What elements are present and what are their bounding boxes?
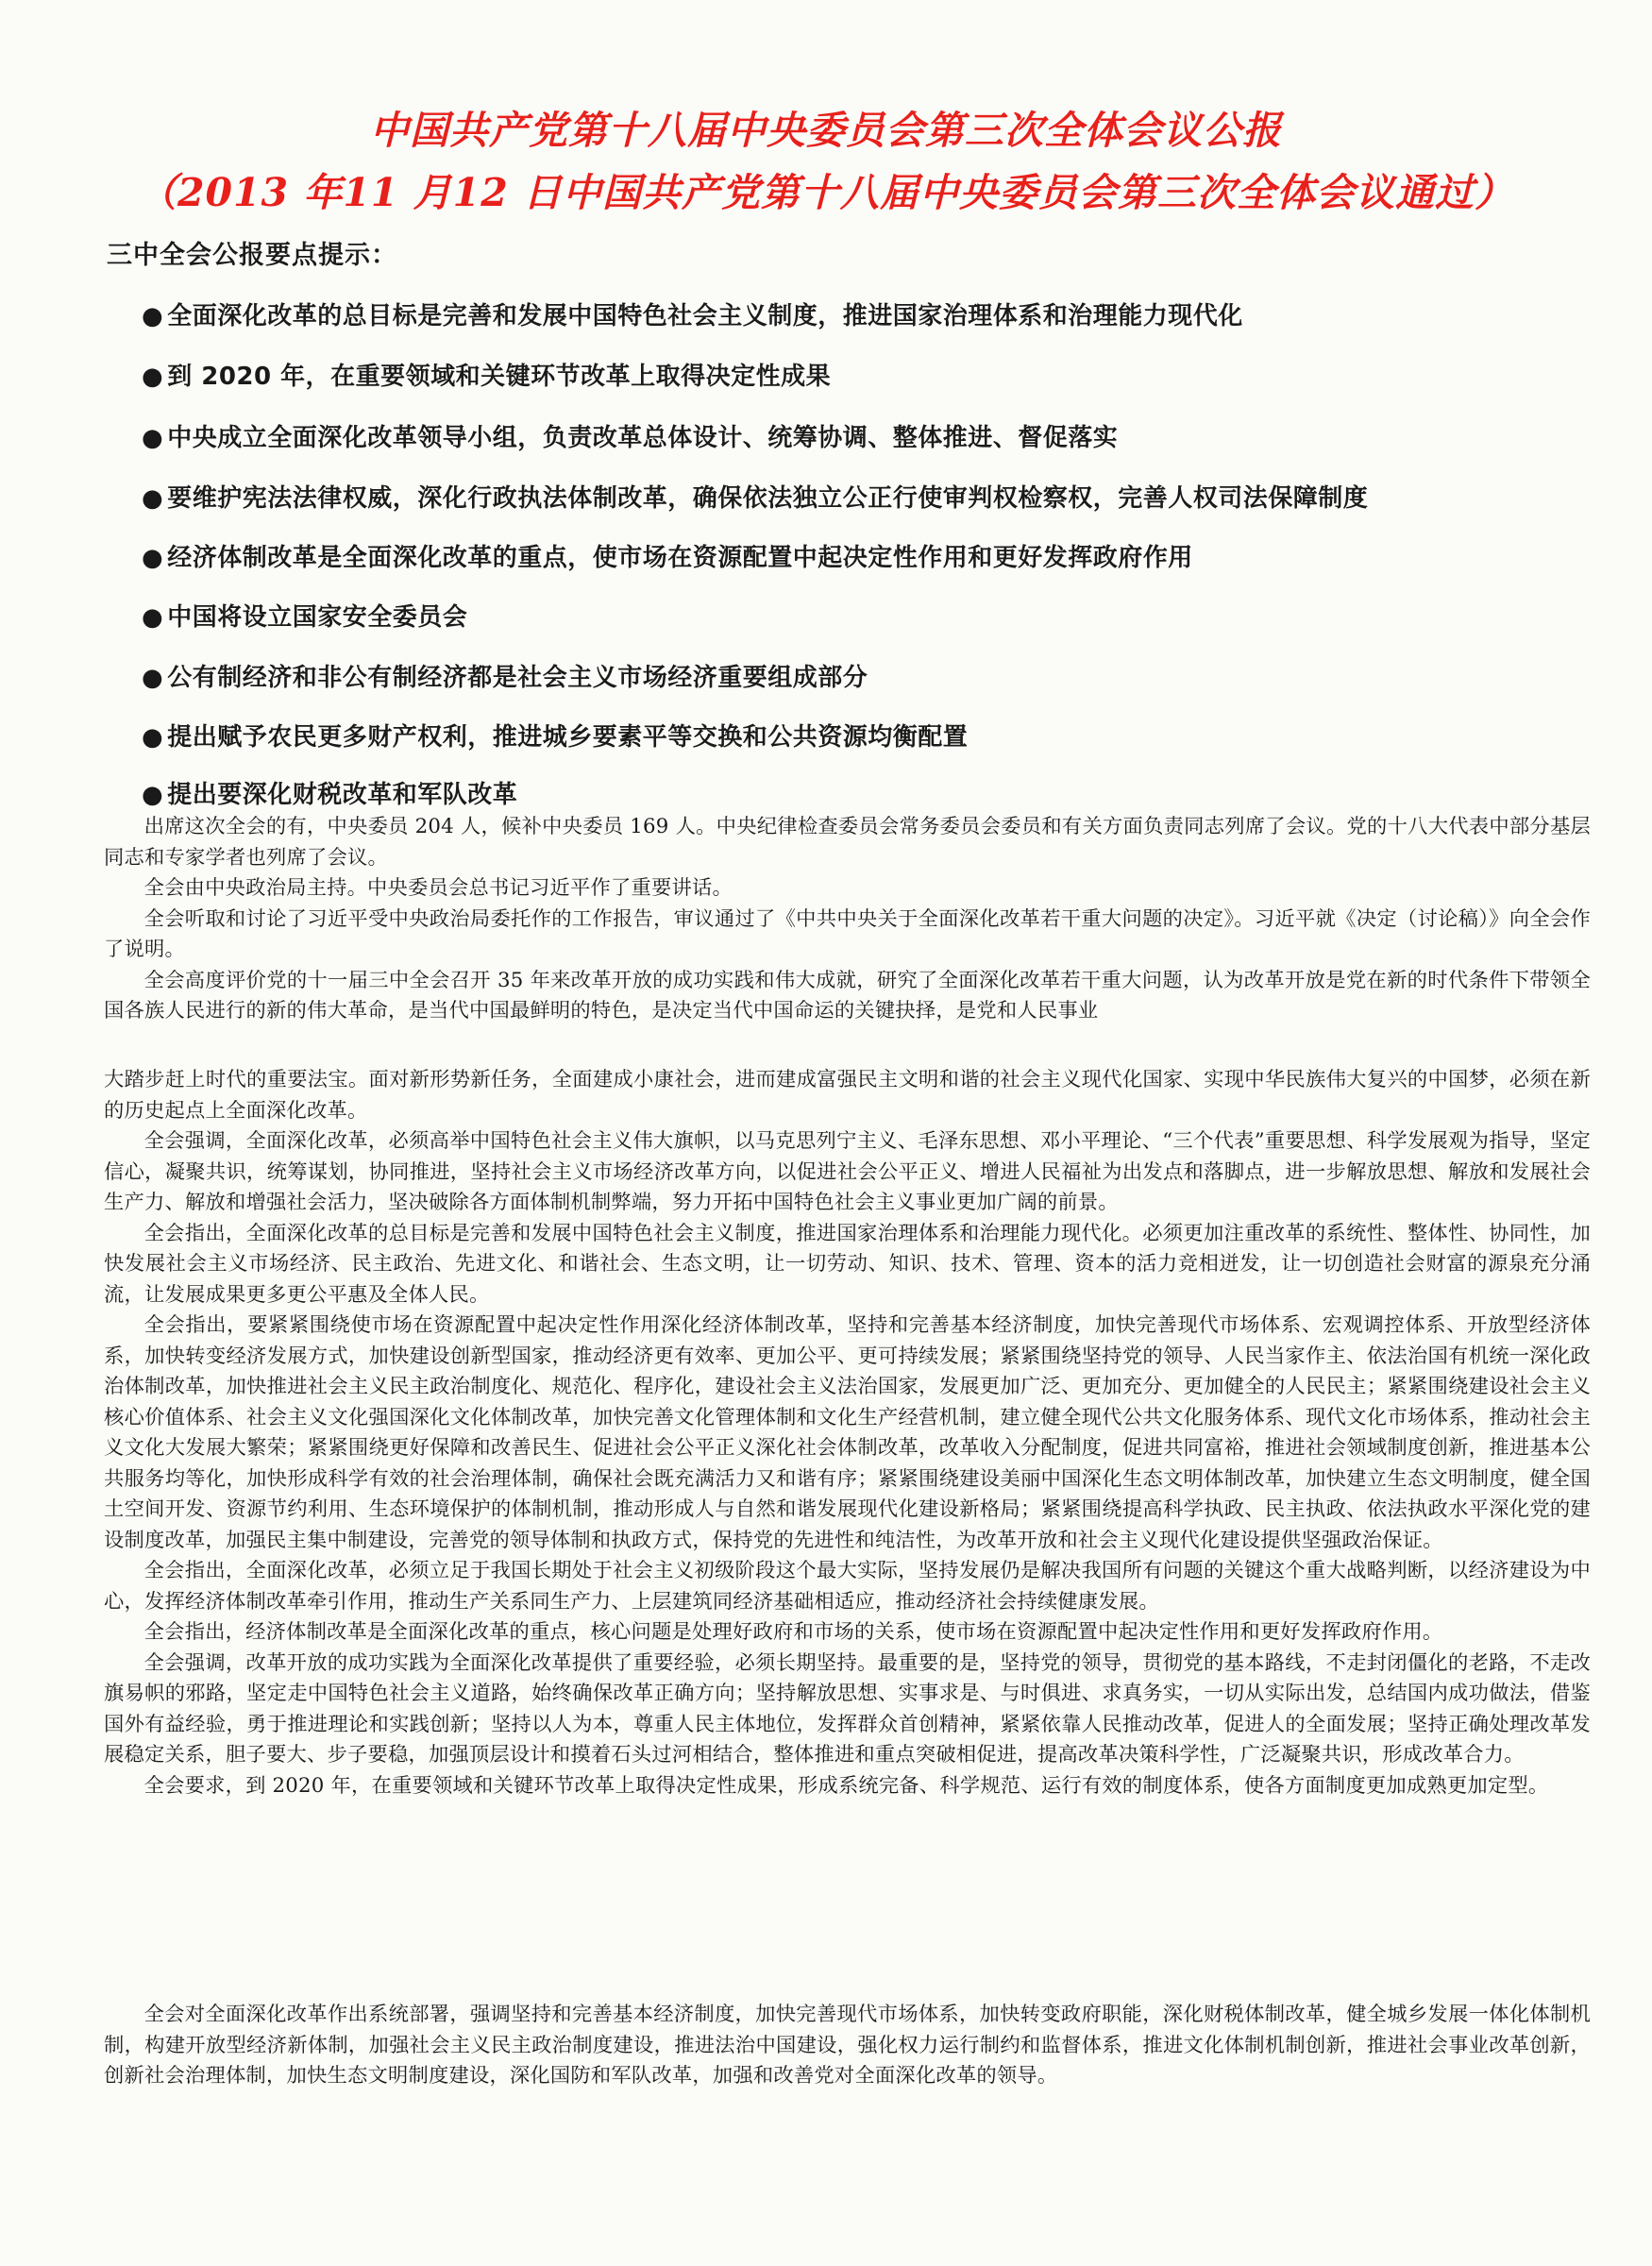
body-paragraph: 出席这次全会的有，中央委员 204 人，候补中央委员 169 人。中央纪律检查委员会常务委员会委员和有关方面负责同志列席了会议。党的十八大代表中部分基层同志和专家学者也列席了会议。 bbox=[104, 815, 1591, 870]
body-paragraph: 全会强调，改革开放的成功实践为全面深化改革提供了重要经验，必须长期坚持。最重要的是，坚持党的领导，贯彻党的基本路线，不走封闭僵化的老路，不走改旗易帜的邪路，坚定走中国特色社会主义道路，始终确保改革正确方向；坚持解放思想、实事求是、与时俱进、求真务实，一切从实际出发，总结国内成功做法，借鉴国外有益经验，勇于推进理论和实践创新；坚持以人为本，尊重人民主体地位，发挥群众首创精神，紧紧依靠人民推动改革，促进人的全面发展；坚持正确处理改革发展稳定关系，胆子要大、步子要稳，加强顶层设计和摸着石头过河相结合，整体推进和重点突破相促进，提高改革决策科学性，广泛凝聚共识，形成改革合力。 bbox=[104, 1650, 1591, 1767]
bullet-icon: ● bbox=[142, 544, 164, 572]
body-section-b bbox=[104, 1065, 1591, 1801]
bullet-icon: ● bbox=[142, 664, 164, 692]
highlight-item: ● 中国将设立国家安全委员会 bbox=[142, 603, 468, 632]
body-paragraph: 全会高度评价党的十一届三中全会召开 35 年来改革开放的成功实践和伟大成就，研究了全面深化改革若干重大问题，认为改革开放是党在新的时代条件下带领全国各族人民进行的新的伟大革命，是当代中国最鲜明的特色，是决定当代中国命运的关键抉择，是党和人民事业 bbox=[104, 968, 1591, 1023]
highlight-item: ● 提出赋予农民更多财产权利，推进城乡要素平等交换和公共资源均衡配置 bbox=[142, 723, 969, 752]
body-paragraph: 全会指出，经济体制改革是全面深化改革的重点，核心问题是处理好政府和市场的关系，使市场在资源配置中起决定性作用和更好发挥政府作用。 bbox=[143, 1620, 1443, 1644]
bullet-icon: ● bbox=[142, 603, 164, 632]
bullet-icon: ● bbox=[142, 302, 164, 330]
bullet-icon: ● bbox=[142, 424, 164, 452]
highlight-item: ● 全面深化改革的总目标是完善和发展中国特色社会主义制度，推进国家治理体系和治理能力现代化 bbox=[142, 302, 1243, 330]
bullet-icon: ● bbox=[142, 723, 164, 752]
body-paragraph: 全会指出，全面深化改革的总目标是完善和发展中国特色社会主义制度，推进国家治理体系和治理能力现代化。必须更加注重改革的系统性、整体性、协同性，加快发展社会主义市场经济、民主政治、先进文化、和谐社会、生态文明，让一切劳动、知识、技术、管理、资本的活力竞相迸发，让一切创造社会财富的源泉充分涌流，让发展成果更多更公平惠及全体人民。 bbox=[104, 1221, 1591, 1307]
highlight-item: ● 经济体制改革是全面深化改革的重点，使市场在资源配置中起决定性作用和更好发挥政府作用 bbox=[142, 544, 1193, 572]
highlight-item: ● 中央成立全面深化改革领导小组，负责改革总体设计、统筹协调、整体推进、督促落实 bbox=[142, 424, 1119, 452]
body-section-c bbox=[104, 2000, 1591, 2092]
bullet-icon: ● bbox=[142, 781, 164, 809]
document-subtitle: （2013 年11 月12 日中国共产党第十八届中央委员会第三次全体会议通过） bbox=[137, 170, 1515, 215]
bullet-icon: ● bbox=[142, 363, 164, 391]
highlight-item: ● 到 2020 年，在重要领域和关键环节改革上取得决定性成果 bbox=[142, 363, 832, 391]
highlights-heading: 三中全会公报要点提示： bbox=[107, 241, 397, 270]
body-paragraph: 全会对全面深化改革作出系统部署，强调坚持和完善基本经济制度，加快完善现代市场体系，加快转变政府职能，深化财税体制改革，健全城乡发展一体化体制机制，构建开放型经济新体制，加强社会主义民主政治制度建设，推进法治中国建设，强化权力运行制约和监督体系，推进文化体制机制创新，推进社会事业改革创新，创新社会治理体制，加快生态文明制度建设，深化国防和军队改革，加强和改善党对全面深化改革的领导。 bbox=[104, 2003, 1591, 2088]
body-paragraph: 全会指出，要紧紧围绕使市场在资源配置中起决定性作用深化经济体制改革，坚持和完善基本经济制度，加快完善现代市场体系、宏观调控体系、开放型经济体系，加快转变经济发展方式，加快建设创新型国家，推动经济更有效率、更加公平、更可持续发展；紧紧围绕坚持党的领导、人民当家作主、依法治国有机统一深化政治体制改革，加快推进社会主义民主政治制度化、规范化、程序化，建设社会主义法治国家，发展更加广泛、更加充分、更加健全的人民民主；紧紧围绕建设社会主义核心价值体系、社会主义文化强国深化文化体制改革，加快完善文化管理体制和文化生产经营机制，建立健全现代公共文化服务体系、现代文化市场体系，推动社会主义文化大发展大繁荣；紧紧围绕更好保障和改善民生、促进社会公平正义深化社会体制改革，改革收入分配制度，促进共同富裕，推进社会领域制度创新，推进基本公共服务均等化，加快形成科学有效的社会治理体制，确保社会既充满活力又和谐有序；紧紧围绕建设美丽中国深化生态文明体制改革，加快建立生态文明制度，健全国土空间开发、资源节约利用、生态环境保护的体制机制，推动形成人与自然和谐发展现代化建设新格局；紧紧围绕提高科学执政、民主执政、依法执政水平深化党的建设制度改革，加强民主集中制建设，完善党的领导体制和执政方式，保持党的先进性和纯洁性，为改革开放和社会主义现代化建设提供坚强政治保证。 bbox=[104, 1313, 1591, 1552]
body-section-a bbox=[104, 812, 1591, 1027]
highlight-item: ● 公有制经济和非公有制经济都是社会主义市场经济重要组成部分 bbox=[142, 664, 868, 692]
body-paragraph: 全会指出，全面深化改革，必须立足于我国长期处于社会主义初级阶段这个最大实际，坚持发展仍是解决我国所有问题的关键这个重大战略判断，以经济建设为中心，发挥经济体制改革牵引作用，推动生产关系同生产力、上层建筑同经济基础相适应，推动经济社会持续健康发展。 bbox=[104, 1559, 1591, 1614]
body-paragraph: 全会由中央政治局主持。中央委员会总书记习近平作了重要讲话。 bbox=[143, 876, 733, 900]
document-title: 中国共产党第十八届中央委员会第三次全体会议公报 bbox=[370, 108, 1282, 153]
body-paragraph: 全会听取和讨论了习近平受中央政治局委托作的工作报告，审议通过了《中共中央关于全面深化改革若干重大问题的决定》。习近平就《决定（讨论稿）》向全会作了说明。 bbox=[104, 906, 1591, 961]
body-paragraph: 全会强调，全面深化改革，必须高举中国特色社会主义伟大旗帜，以马克思列宁主义、毛泽东思想、邓小平理论、“三个代表”重要思想、科学发展观为指导，坚定信心，凝聚共识，统筹谋划，协同推进，坚持社会主义市场经济改革方向，以促进社会公平正义、增进人民福祉为出发点和落脚点，进一步解放思想、解放和发展社会生产力、解放和增强社会活力，坚决破除各方面体制机制弊端，努力开拓中国特色社会主义事业更加广阔的前景。 bbox=[104, 1129, 1591, 1214]
bullet-icon: ● bbox=[142, 484, 164, 513]
highlight-item: ● 提出要深化财税改革和军队改革 bbox=[142, 781, 518, 809]
body-paragraph: 全会要求，到 2020 年，在重要领域和关键环节改革上取得决定性成果，形成系统完备、科学规范、运行有效的制度体系，使各方面制度更加成熟更加定型。 bbox=[143, 1773, 1549, 1798]
body-paragraph-continuation: 大踏步赶上时代的重要法宝。面对新形势新任务，全面建成小康社会，进而建成富强民主文明和谐的社会主义现代化国家、实现中华民族伟大复兴的中国梦，必须在新的历史起点上全面深化改革。 bbox=[104, 1068, 1591, 1123]
highlight-item: ● 要维护宪法法律权威，深化行政执法体制改革，确保依法独立公正行使审判权检察权，完善人权司法保障制度 bbox=[142, 484, 1369, 513]
